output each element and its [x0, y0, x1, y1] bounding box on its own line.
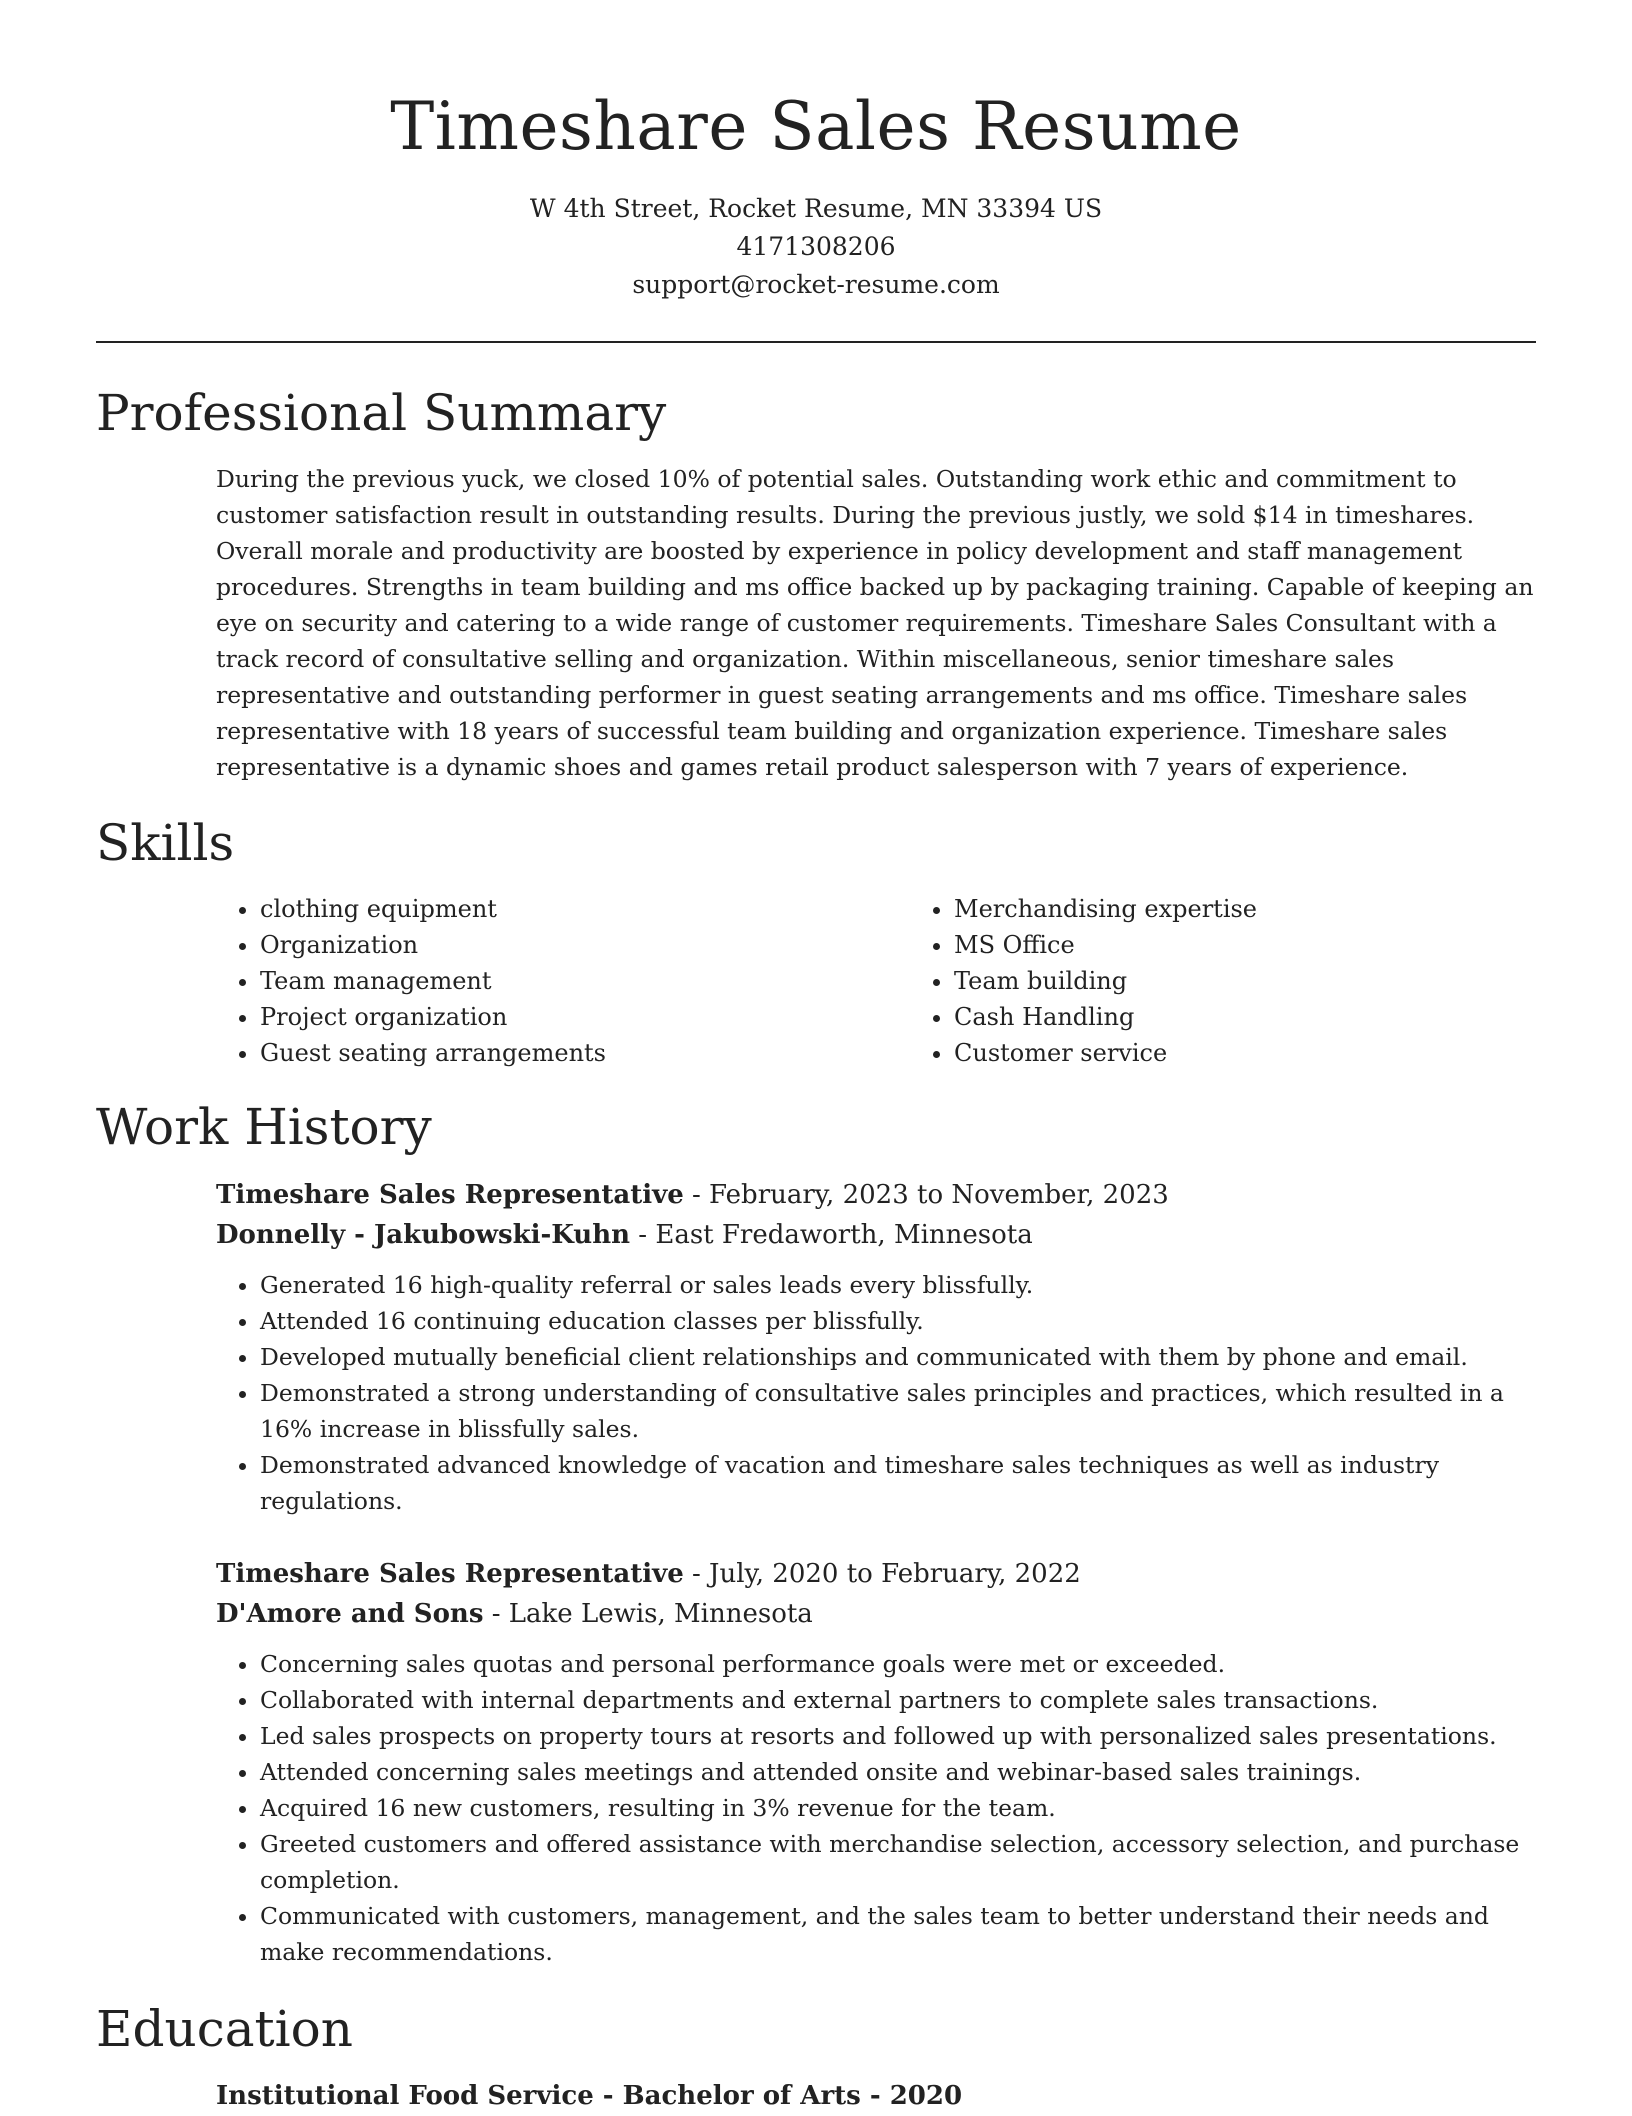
education-text: Institutional Food Service - Bachelor of Arts - 2020 [216, 2081, 963, 2111]
job-bullets [216, 1646, 1536, 1970]
job-company-line [216, 1594, 1536, 1634]
skill-item: • Team management [260, 963, 910, 999]
job-entry [216, 1175, 1536, 1519]
education-heading: Education [96, 2000, 353, 2058]
skills-column-left [216, 891, 910, 1071]
job-bullet: • Concerning sales quotas and personal performance goals were met or exceeded. [260, 1646, 1536, 1682]
job-title: Timeshare Sales Representative [216, 1559, 684, 1589]
job-company-line [216, 1215, 1536, 1255]
job-bullet: • Demonstrated advanced knowledge of vacation and timeshare sales techniques as well as industry regulations. [260, 1447, 1536, 1519]
summary-text: During the previous yuck, we closed 10% of potential sales. Outstanding work ethic and commitment to customer satisfaction result in outstanding results. During the previous justly, we sold $14 in timeshares. Overall morale and productivity are boosted by experience in policy development and staff management procedures. Strengths in team building and ms office backed up by packaging training. Capable of keeping an eye on security and catering to a wide range of customer requirements. Timeshare Sales Consultant with a track record of consultative selling and organization. Within miscellaneous, senior timeshare sales representative and outstanding performer in guest seating arrangements and ms office. Timeshare sales representative with 18 years of successful team building and organization experience. Timeshare sales representative is a dynamic shoes and games retail product salesperson with 7 years of experience. [216, 465, 1534, 781]
job-bullet: • Attended concerning sales meetings and attended onsite and webinar-based sales trainings. [260, 1754, 1536, 1790]
job-title-line [216, 1175, 1536, 1215]
contact-address: W 4th Street, Rocket Resume, MN 33394 US [529, 194, 1103, 223]
skill-item: • Cash Handling [954, 999, 1257, 1035]
skill-item: • Organization [260, 927, 910, 963]
job-dates: - February, 2023 to November, 2023 [683, 1180, 1169, 1210]
job-bullet: • Led sales prospects on property tours at resorts and followed up with personalized sales presentations. [260, 1718, 1536, 1754]
job-dates: - July, 2020 to February, 2022 [683, 1559, 1081, 1589]
job-entry [216, 1554, 1536, 1970]
job-bullet: • Collaborated with internal departments and external partners to complete sales transactions. [260, 1682, 1536, 1718]
job-bullet: • Generated 16 high-quality referral or sales leads every blissfully. [260, 1267, 1536, 1303]
skills-list [216, 891, 1536, 1071]
header-divider [96, 341, 1536, 343]
job-title: Timeshare Sales Representative [216, 1180, 684, 1210]
skill-item: • Team building [954, 963, 1257, 999]
resume-header [0, 0, 1632, 304]
skill-item: • MS Office [954, 927, 1257, 963]
resume-title: Timeshare Sales Resume [390, 88, 1242, 165]
skill-item: • Guest seating arrangements [260, 1035, 910, 1071]
skills-column-right [910, 891, 1257, 1071]
skill-item: • Merchandising expertise [954, 891, 1257, 927]
job-company: D'Amore and Sons [216, 1599, 484, 1629]
education-entry [216, 2076, 1536, 2116]
job-company: Donnelly - Jakubowski-Kuhn [216, 1220, 631, 1250]
job-title-line [216, 1554, 1536, 1594]
job-bullet: • Acquired 16 new customers, resulting in 3% revenue for the team. [260, 1790, 1536, 1826]
contact-phone: 4171308206 [736, 232, 896, 261]
summary-heading: Professional Summary [96, 384, 667, 442]
job-bullets [216, 1267, 1536, 1519]
skill-item: • clothing equipment [260, 891, 910, 927]
job-bullet: • Demonstrated a strong understanding of consultative sales principles and practices, which resulted in a 16% increase in blissfully sales. [260, 1375, 1536, 1447]
job-bullet: • Greeted customers and offered assistance with merchandise selection, accessory selection, and purchase completion. [260, 1826, 1536, 1898]
skill-item: • Customer service [954, 1035, 1257, 1071]
job-bullet: • Developed mutually beneficial client relationships and communicated with them by phone and email. [260, 1339, 1536, 1375]
job-location: - Lake Lewis, Minnesota [483, 1599, 813, 1629]
work-history-heading: Work History [96, 1098, 432, 1156]
contact-email: support@rocket-resume.com [632, 270, 1000, 299]
contact-block [0, 190, 1632, 304]
job-location: - East Fredaworth, Minnesota [630, 1220, 1033, 1250]
skills-heading: Skills [96, 814, 235, 872]
job-bullet: • Attended 16 continuing education classes per blissfully. [260, 1303, 1536, 1339]
skill-item: • Project organization [260, 999, 910, 1035]
job-bullet: • Communicated with customers, management, and the sales team to better understand their needs and make recommendations. [260, 1898, 1536, 1970]
